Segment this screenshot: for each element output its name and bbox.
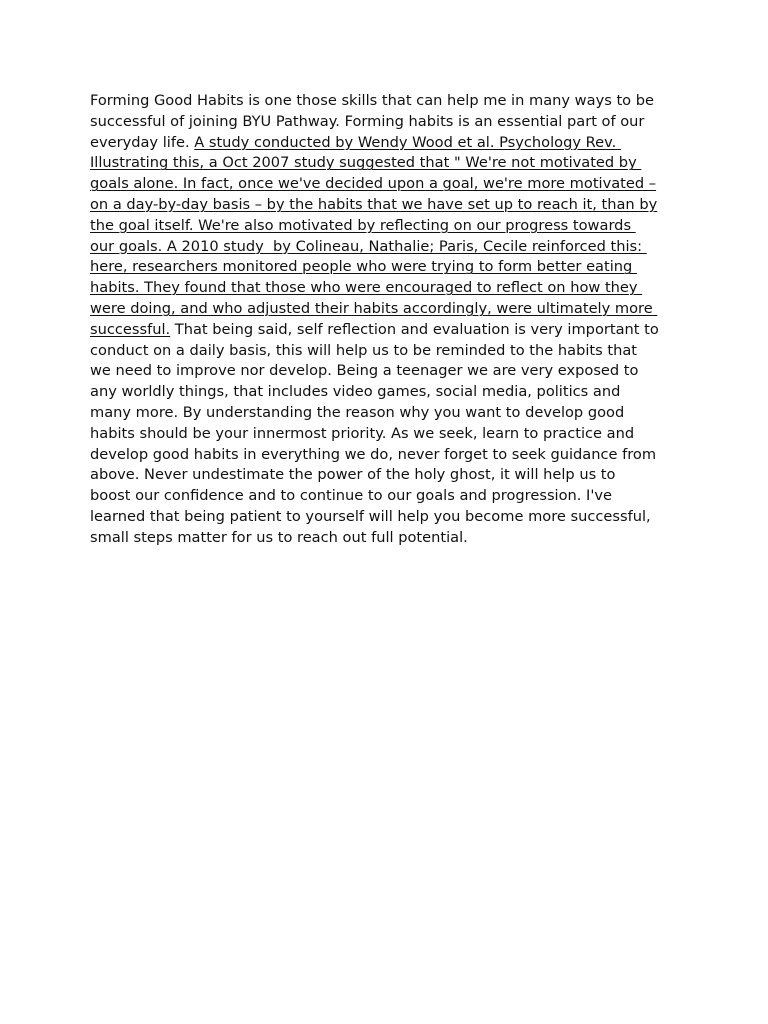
text-line (90, 112, 680, 133)
plain-text: everyday life. (90, 133, 195, 151)
underlined-citation-text: here, researchers monitored people who were trying to form better eating (90, 258, 637, 276)
text-line (90, 174, 680, 195)
underlined-citation-text: the goal itself. We're also motivated by reflecting on our progress towards (90, 216, 636, 234)
underlined-citation-text: successful. (90, 320, 171, 338)
text-line (90, 403, 680, 424)
text-line (90, 424, 680, 445)
text-line (90, 528, 680, 549)
plain-text: we need to improve nor develop. Being a teenager we are very exposed to (90, 362, 639, 380)
underlined-citation-text: A study conducted by Wendy Wood et al. Psychology Rev. (194, 133, 621, 151)
plain-text: learned that being patient to yourself will help you become more successful, (90, 507, 651, 525)
plain-text: develop good habits in everything we do, never forget to seek guidance from (90, 445, 657, 463)
text-line (90, 361, 680, 382)
text-line (90, 445, 680, 466)
underlined-citation-text: goals alone. In fact, once we've decided upon a goal, we're more motivated – (90, 175, 657, 193)
text-line (90, 320, 680, 341)
body-paragraph (90, 91, 680, 549)
text-line (90, 216, 680, 237)
plain-text: Forming Good Habits is one those skills that can help me in many ways to be (90, 92, 654, 109)
plain-text: successful of joining BYU Pathway. Forming habits is an essential part of our (90, 112, 645, 130)
text-line (90, 91, 680, 112)
underlined-citation-text: were doing, and who adjusted their habits accordingly, were ultimately more (90, 299, 658, 317)
text-line (90, 299, 680, 320)
plain-text: boost our confidence and to continue to our goals and progression. I've (90, 487, 612, 505)
underlined-citation-text: on a day-by-day basis – by the habits that we have set up to reach it, than by (90, 195, 658, 213)
text-line (90, 133, 680, 154)
underlined-citation-text: Illustrating this, a Oct 2007 study suggested that " We're not motivated by (90, 154, 642, 172)
plain-text: above. Never undestimate the power of the holy ghost, it will help us to (90, 466, 616, 484)
text-line (90, 153, 680, 174)
plain-text: small steps matter for us to reach out full potential. (90, 528, 468, 546)
text-line (90, 465, 680, 486)
underlined-citation-text: our goals. A 2010 study by Colineau, Nathalie; Paris, Cecile reinforced this: (90, 237, 647, 255)
plain-text: conduct on a daily basis, this will help us to be reminded to the habits that (90, 341, 638, 359)
text-line (90, 278, 680, 299)
text-line (90, 341, 680, 362)
plain-text: any worldly things, that includes video games, social media, politics and (90, 383, 621, 401)
plain-text: many more. By understanding the reason why you want to develop good (90, 403, 625, 421)
plain-text: That being said, self reflection and evaluation is very important to (170, 320, 659, 338)
text-line (90, 382, 680, 403)
text-line (90, 257, 680, 278)
text-line (90, 195, 680, 216)
text-line (90, 507, 680, 528)
plain-text: habits should be your innermost priority. As we seek, learn to practice and (90, 424, 635, 442)
text-line (90, 237, 680, 258)
underlined-citation-text: habits. They found that those who were encouraged to reflect on how they (90, 279, 643, 297)
text-line (90, 486, 680, 507)
